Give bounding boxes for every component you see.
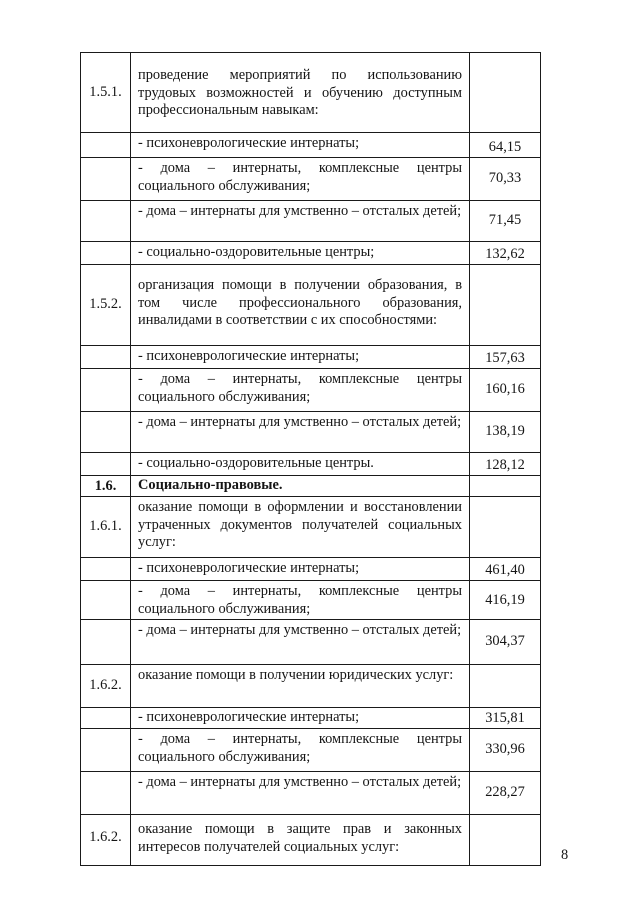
row-number xyxy=(81,581,131,620)
section-heading-row xyxy=(81,476,540,497)
row-number xyxy=(81,708,131,729)
row-value: 128,12 xyxy=(485,456,525,473)
row-number xyxy=(81,346,131,368)
row-number: 1.5.2. xyxy=(81,265,131,345)
table-row xyxy=(81,201,540,242)
row-description: оказание помощи в получении юридических услуг: xyxy=(131,665,470,707)
row-value xyxy=(470,53,540,132)
row-description: - психоневрологические интернаты; xyxy=(131,346,470,368)
table-row xyxy=(81,346,540,369)
row-value: 416,19 xyxy=(485,591,525,608)
row-description: - дома – интернаты для умственно – отсталых детей; xyxy=(131,412,470,452)
row-number xyxy=(81,369,131,411)
row-value: 70,33 xyxy=(488,170,522,187)
row-number xyxy=(81,620,131,664)
table-row xyxy=(81,412,540,453)
row-number xyxy=(81,729,131,771)
row-description: - дома – интернаты, комплексные центры социального обслуживания; xyxy=(131,158,470,200)
table-row xyxy=(81,581,540,620)
row-description: - дома – интернаты для умственно – отсталых детей; xyxy=(131,201,470,241)
table-row xyxy=(81,729,540,772)
row-description: оказание помощи в оформлении и восстановлении утраченных документов получателей социальных услуг: xyxy=(131,497,470,557)
row-number xyxy=(81,201,131,241)
section-heading: Социально-правовые. xyxy=(131,476,470,497)
row-value: 138,19 xyxy=(485,423,525,440)
row-value: 157,63 xyxy=(485,349,525,366)
row-number xyxy=(81,453,131,475)
table-row xyxy=(81,265,540,346)
row-value: 132,62 xyxy=(485,245,525,262)
row-value: 71,45 xyxy=(488,212,522,229)
page-number: 8 xyxy=(561,847,569,863)
tariff-table xyxy=(80,52,541,866)
row-description: - психоневрологические интернаты; xyxy=(131,133,470,157)
row-description: - психоневрологические интернаты; xyxy=(131,558,470,580)
row-value xyxy=(470,476,540,497)
row-number: 1.6.2. xyxy=(81,665,131,707)
row-value: 228,27 xyxy=(485,784,525,801)
row-number: 1.5.1. xyxy=(81,53,131,132)
row-value xyxy=(470,497,540,557)
row-description: - дома – интернаты, комплексные центры социального обслуживания; xyxy=(131,369,470,411)
table-row xyxy=(81,620,540,665)
row-description: - социально-оздоровительные центры; xyxy=(131,242,470,264)
table-row xyxy=(81,665,540,708)
row-number xyxy=(81,558,131,580)
table-row xyxy=(81,369,540,412)
row-value: 315,81 xyxy=(485,710,525,726)
row-description: проведение мероприятий по использованию трудовых возможностей и обучению доступным профессиональным навыкам: xyxy=(131,53,470,132)
table-row xyxy=(81,558,540,581)
row-value: 461,40 xyxy=(485,561,525,578)
row-number xyxy=(81,242,131,264)
row-number: 1.6.1. xyxy=(81,497,131,557)
row-description: оказание помощи в защите прав и законных интересов получателей социальных услуг: xyxy=(131,815,470,865)
table-row xyxy=(81,815,540,866)
row-number xyxy=(81,133,131,157)
row-description: - социально-оздоровительные центры. xyxy=(131,453,470,475)
table-row xyxy=(81,133,540,158)
row-value: 64,15 xyxy=(488,138,522,155)
table-row xyxy=(81,772,540,815)
table-row xyxy=(81,53,540,133)
row-number xyxy=(81,158,131,200)
table-row xyxy=(81,497,540,558)
row-value: 304,37 xyxy=(485,633,525,650)
row-value xyxy=(470,265,540,345)
row-description: - дома – интернаты для умственно – отсталых детей; xyxy=(131,620,470,664)
row-value xyxy=(470,665,540,707)
row-description: - дома – интернаты для умственно – отсталых детей; xyxy=(131,772,470,814)
row-number xyxy=(81,772,131,814)
row-number xyxy=(81,412,131,452)
table-row xyxy=(81,158,540,201)
table-row xyxy=(81,708,540,729)
row-value xyxy=(470,815,540,865)
table-row xyxy=(81,242,540,265)
row-description: организация помощи в получении образования, в том числе профессионального образования, инвалидами в соответствии с их способностями: xyxy=(131,265,470,345)
row-value: 330,96 xyxy=(485,741,525,758)
row-description: - дома – интернаты, комплексные центры социального обслуживания; xyxy=(131,729,470,771)
row-number: 1.6.2. xyxy=(81,815,131,865)
row-number: 1.6. xyxy=(81,476,131,497)
table-row xyxy=(81,453,540,476)
row-description: - дома – интернаты, комплексные центры социального обслуживания; xyxy=(131,581,470,620)
row-value: 160,16 xyxy=(485,381,525,398)
row-description: - психоневрологические интернаты; xyxy=(131,708,470,729)
